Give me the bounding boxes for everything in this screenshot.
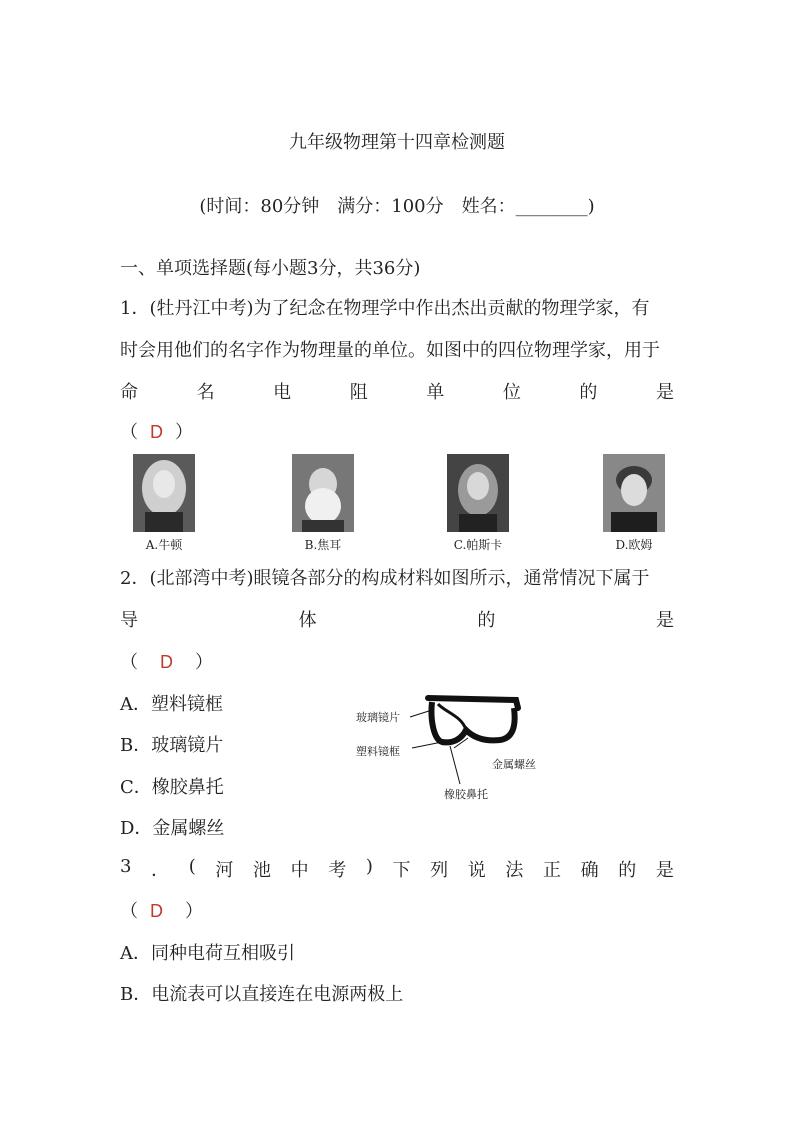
q3-char: 确 [580,860,599,881]
paren-open: （ [120,652,138,673]
q2-option-c: C．橡胶鼻托 [120,777,224,798]
q3-char: 的 [618,860,637,881]
paren-close: ） [195,652,213,673]
q2-char: 是 [655,610,674,631]
q3-char: 考 [328,860,347,881]
label-plastic-frame: 塑料镜框 [356,745,400,758]
page-title: 九年级物理第十四章检测题 [289,132,505,153]
q3-char: 说 [467,860,486,881]
paren-close: ） [175,422,193,443]
q3-char: 列 [430,860,449,881]
portrait-newton [133,454,195,532]
q1-char: 阻 [349,382,368,403]
q1-char: 是 [655,382,674,403]
paren-open: （ [120,422,138,443]
q2-option-b: B．玻璃镜片 [120,735,224,756]
q3-char: ( [188,856,196,877]
q2-char: 体 [298,610,317,631]
portrait-ohm [603,454,665,532]
q3-answer-line [120,897,203,923]
q2-answer: D [160,652,173,672]
label-metal-screw: 金属螺丝 [492,758,536,771]
caption-ohm: D.欧姆 [615,538,653,552]
q2-char: 导 [120,610,138,631]
q1-char: 单 [426,382,445,403]
portrait-pascal [447,454,509,532]
q1-answer-line [120,418,193,444]
q2-answer-line [120,648,213,674]
q2-line-2 [120,606,674,632]
caption-pascal: C.帕斯卡 [453,538,503,552]
q3-option-b: B．电流表可以直接连在电源两极上 [120,984,404,1005]
caption-joule: B.焦耳 [304,538,342,552]
q3-char: 是 [655,860,674,881]
q3-line-1 [120,856,674,882]
q1-char: 位 [502,382,521,403]
label-rubber-nosepad: 橡胶鼻托 [444,788,488,801]
q1-answer: D [150,422,163,442]
q2-char: 的 [477,610,496,631]
q1-char: 名 [196,382,215,403]
q3-char: 池 [252,860,271,881]
q3-char: 3 [120,856,132,877]
exam-info: (时间：80分钟 满分：100分 姓名：________) [199,196,595,217]
q2-line-1: 2．(北部湾中考)眼镜各部分的构成材料如图所示，通常情况下属于 [120,568,650,589]
section-heading: 一、单项选择题(每小题3分，共36分) [120,258,421,279]
q3-char: 正 [543,860,562,881]
q3-answer: D [150,901,163,921]
q1-char: 电 [273,382,292,403]
q1-line-1: 1．(牡丹江中考)为了纪念在物理学中作出杰出贡献的物理学家，有 [120,298,650,319]
q3-char: 下 [392,860,411,881]
q3-char: ． [151,860,170,881]
q2-option-a: A．塑料镜框 [120,694,223,715]
q3-char: ) [365,856,373,877]
q3-char: 法 [505,860,524,881]
caption-newton: A.牛顿 [145,538,183,552]
q1-char: 命 [120,382,138,403]
q3-char: 河 [215,860,234,881]
label-glass-lens: 玻璃镜片 [356,711,400,724]
paren-close: ） [185,901,203,922]
q1-line-2: 时会用他们的名字作为物理量的单位。如图中的四位物理学家，用于 [120,340,660,361]
q3-option-a: A．同种电荷互相吸引 [120,943,295,964]
paren-open: （ [120,901,138,922]
q1-line-3 [120,378,674,404]
q3-char: 中 [290,860,309,881]
portrait-joule [292,454,354,532]
q2-option-d: D．金属螺丝 [120,818,225,839]
q1-char: 的 [579,382,598,403]
